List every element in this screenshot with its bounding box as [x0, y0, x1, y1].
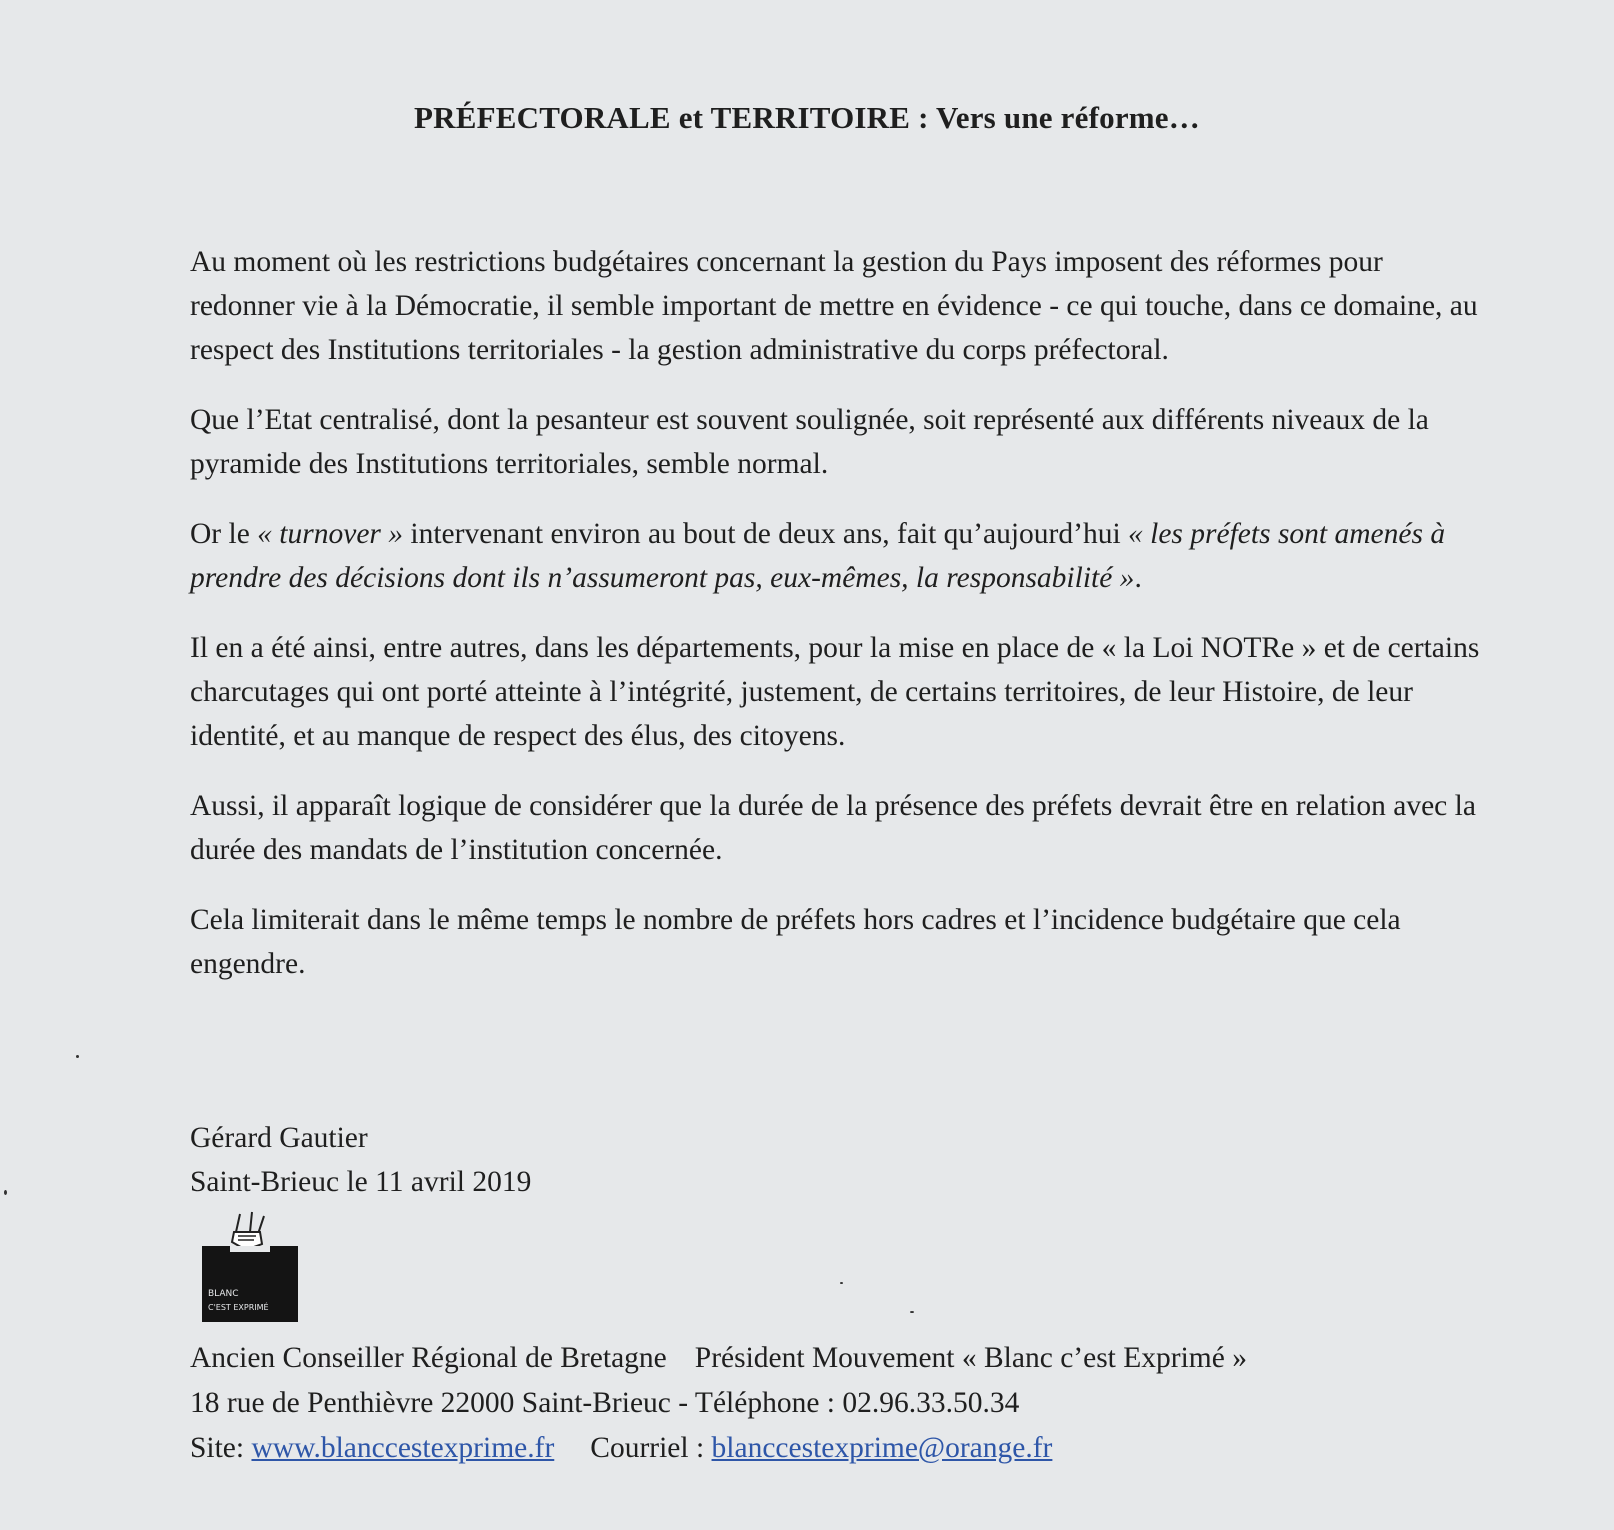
logo-line-1: BLANC [208, 1289, 239, 1299]
former-role: Ancien Conseiller Régional de Bretagne [190, 1342, 667, 1374]
email-label: Courriel : [590, 1432, 712, 1464]
paragraph-2: Que l’Etat centralisé, dont la pesanteur est souvent soulignée, soit représenté aux différents niveaux de la pyramide des Institutions territoriales, semble normal. [190, 404, 1429, 480]
scan-speck [840, 1282, 843, 1284]
web-contacts [190, 1426, 1247, 1471]
email-link[interactable]: blanccestexprime@orange.fr [711, 1432, 1053, 1464]
paragraph-4: Il en a été ainsi, entre autres, dans les départements, pour la mise en place de « la Loi NOTRe » et de certains charcutages qui ont porté atteinte à l’intégrité, justement, de certains territoires, de leur Histoire, de leur identité, et au manque de respect des élus, des citoyens. [190, 632, 1480, 752]
website-link[interactable]: www.blanccestexprime.fr [251, 1432, 555, 1464]
author-name: Gérard Gautier [190, 1122, 368, 1154]
scan-speck [910, 1311, 914, 1313]
paragraph-3-turnover: « turnover » [257, 518, 404, 550]
signature-block [190, 1116, 531, 1204]
president-role: Président Mouvement « Blanc c’est Exprimé » [694, 1342, 1247, 1374]
paragraph-3-c: intervenant environ au bout de deux ans, fait qu’aujourd’hui [403, 518, 1129, 550]
body-text [190, 240, 1490, 1012]
footer-contact [190, 1336, 1247, 1471]
paragraph-3-quote: « les préfets sont amenés à prendre des décisions dont ils n’assumeront pas, eux-mêmes, la responsabilité » [190, 518, 1446, 594]
footer-roles [190, 1336, 1247, 1381]
logo-line-2: C'EST EXPRIMÉ [208, 1303, 269, 1312]
postal-address: 18 rue de Penthièvre 22000 Saint-Brieuc - Téléphone : 02.96.33.50.34 [190, 1387, 1020, 1419]
scan-speck [76, 1055, 79, 1058]
paragraph-3-e: . [1134, 562, 1142, 594]
place-date: Saint-Brieuc le 11 avril 2019 [190, 1166, 532, 1198]
site-label: Site: [190, 1432, 252, 1464]
paragraph-1: Au moment où les restrictions budgétaires concernant la gestion du Pays imposent des réformes pour redonner vie à la Démocratie, il semble important de mettre en évidence - ce qui touche, dans ce domaine, au respect des Institutions territoriales - la gestion administrative du corps préfectoral. [190, 246, 1478, 366]
paragraph-5: Aussi, il apparaît logique de considérer que la durée de la présence des préfets devrait être en relation avec la durée des mandats de l’institution concernée. [190, 790, 1476, 866]
document-title: PRÉFECTORALE et TERRITOIRE : Vers une réforme… [414, 100, 1200, 135]
ballot-box-icon [200, 1210, 302, 1325]
blanc-cest-exprime-logo [200, 1210, 302, 1325]
paragraph-3 [190, 512, 1490, 600]
paragraph-3-a: Or le [190, 518, 258, 550]
paragraph-6: Cela limiterait dans le même temps le nombre de préfets hors cadres et l’incidence budgétaire que cela engendre. [190, 904, 1401, 980]
scan-speck [4, 1190, 7, 1195]
